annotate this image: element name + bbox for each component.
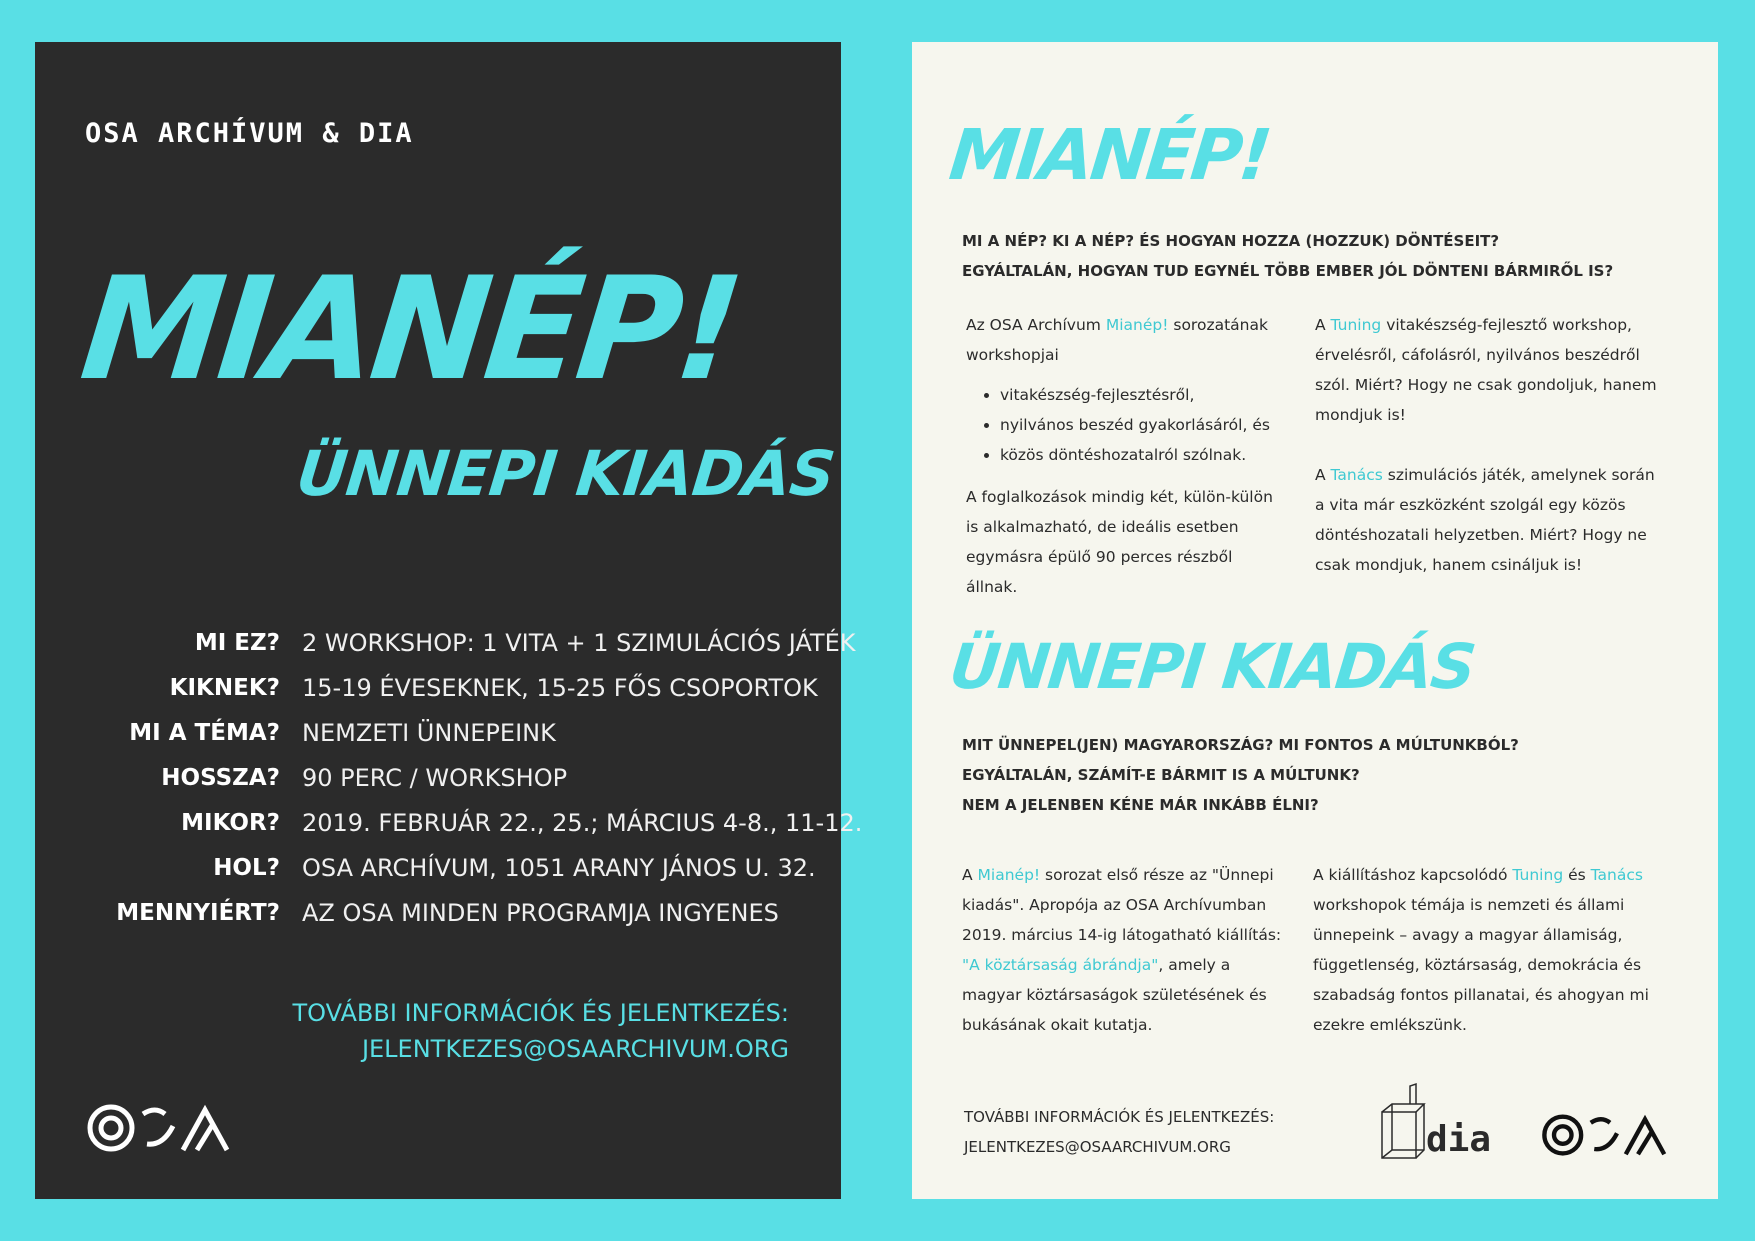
info-key: MENNYIÉRT? xyxy=(116,899,280,926)
info-value: AZ OSA MINDEN PROGRAMJA INGYENES xyxy=(302,898,779,927)
list-item: • nyilvános beszéd gyakorlásáról, és xyxy=(1000,410,1286,440)
paragraph xyxy=(1313,860,1653,1040)
highlight: Tanács xyxy=(1590,866,1643,884)
footer-label: TOVÁBBI INFORMÁCIÓK ÉS JELENTKEZÉS: xyxy=(964,1108,1275,1126)
info-row xyxy=(75,890,862,935)
text: és xyxy=(1563,866,1591,884)
info-row xyxy=(75,800,862,845)
right-panel xyxy=(912,42,1718,1199)
info-value: 2 WORKSHOP: 1 VITA + 1 SZIMULÁCIÓS JÁTÉK xyxy=(302,628,856,657)
section-title: MIANÉP! xyxy=(945,114,1273,196)
text-column xyxy=(966,310,1286,602)
highlight: Tuning xyxy=(1330,316,1382,334)
dia-logo-icon xyxy=(1374,1082,1504,1162)
left-panel xyxy=(35,42,863,1199)
question-block xyxy=(962,730,1519,820)
info-value: OSA ARCHÍVUM, 1051 ARANY JÁNOS U. 32. xyxy=(302,853,816,882)
info-row xyxy=(75,620,862,665)
paragraph: A foglalkozások mindig két, külön-külön is alkalmazható, de ideális esetben egymásra épülő 90 perces részből állnak. xyxy=(966,488,1273,596)
text: vitakészség-fejlesztő workshop, érvelésről, cáfolásról, nyilvános beszédről szól. Miért? Hogy ne csak gondoljuk, hanem mondjuk is! xyxy=(1315,316,1657,424)
poster-title: MIANÉP! xyxy=(74,247,746,412)
text: , amely a magyar köztársaságok születésének és bukásának okait kutatja. xyxy=(962,956,1267,1034)
highlight: Mianép! xyxy=(1105,316,1169,334)
info-key: HOL? xyxy=(213,854,280,881)
info-value: 2019. FEBRUÁR 22., 25.; MÁRCIUS 4-8., 11-12. xyxy=(302,808,863,837)
info-key: MI A TÉMA? xyxy=(129,719,280,746)
paragraph xyxy=(1315,310,1665,430)
info-key: HOSSZA? xyxy=(161,764,280,791)
text: Az OSA Archívum xyxy=(966,316,1106,334)
list-item: • vitakészség-fejlesztésről, xyxy=(1000,380,1286,410)
text: sorozatának workshopjai xyxy=(966,316,1268,364)
question-line: EGYÁLTALÁN, HOGYAN TUD EGYNÉL TÖBB EMBER JÓL DÖNTENI BÁRMIRŐL IS? xyxy=(962,262,1614,280)
info-row xyxy=(75,845,862,890)
osa-logo-icon xyxy=(85,1102,245,1154)
text: sorozat első része az "Ünnepi kiadás". Apropója az OSA Archívumban 2019. március 14-ig látogatható kiállítás: xyxy=(962,866,1282,944)
more-info xyxy=(292,995,789,1067)
question-line: MI A NÉP? KI A NÉP? ÉS HOGYAN HOZZA (HOZZUK) DÖNTÉSEIT? xyxy=(962,232,1500,250)
text: A kiállításhoz kapcsolódó xyxy=(1313,866,1513,884)
text: A xyxy=(1315,316,1331,334)
section-title: ÜNNEPI KIADÁS xyxy=(946,630,1478,703)
list-item: • közös döntéshozatalról szólnak. xyxy=(1000,440,1286,470)
text-column xyxy=(1313,860,1653,1040)
footer-contact xyxy=(964,1102,1274,1162)
paragraph xyxy=(962,860,1287,1040)
text-column xyxy=(1315,310,1665,580)
footer-email-link[interactable]: JELENTKEZES@OSAARCHIVUM.ORG xyxy=(964,1138,1231,1156)
text: szimulációs játék, amelynek során a vita már eszközként szolgál egy közös döntéshozatali helyzetben. Miért? Hogy ne csak mondjuk, hanem csináljuk is! xyxy=(1315,466,1655,574)
info-key: KIKNEK? xyxy=(169,674,280,701)
info-row xyxy=(75,710,862,755)
info-list xyxy=(75,620,862,935)
paragraph xyxy=(966,310,1286,370)
highlight: Tanács xyxy=(1330,466,1383,484)
highlight: Tuning xyxy=(1512,866,1564,884)
osa-logo-icon xyxy=(1540,1112,1680,1158)
highlight: "A köztársaság ábrándja" xyxy=(962,956,1159,974)
paragraph xyxy=(1315,460,1665,580)
contact-email-link[interactable]: JELENTKEZES@OSAARCHIVUM.ORG xyxy=(361,1035,789,1063)
info-key: MI EZ? xyxy=(194,629,280,656)
info-row xyxy=(75,665,862,710)
text: A xyxy=(962,866,978,884)
poster-subtitle: ÜNNEPI KIADÁS xyxy=(293,437,838,510)
question-line: MIT ÜNNEPEL(JEN) MAGYARORSZÁG? MI FONTOS A MÚLTUNKBÓL? xyxy=(962,736,1519,754)
question-line: NEM A JELENBEN KÉNE MÁR INKÁBB ÉLNI? xyxy=(962,796,1319,814)
text: workshopok témája is nemzeti és állami ünnepeink – avagy a magyar államiság, függetlenség, köztársaság, demokrácia és szabadság fontos pillanatai, és ahogyan mi ezekre emlékszünk. xyxy=(1313,896,1649,1034)
text-column xyxy=(962,860,1287,1040)
info-row xyxy=(75,755,862,800)
question-line: EGYÁLTALÁN, SZÁMÍT-E BÁRMIT IS A MÚLTUNK? xyxy=(962,766,1360,784)
info-value: NEMZETI ÜNNEPEINK xyxy=(302,718,556,747)
more-info-label: TOVÁBBI INFORMÁCIÓK ÉS JELENTKEZÉS: xyxy=(292,999,789,1027)
topic-list xyxy=(966,380,1286,470)
info-value: 15-19 ÉVESEKNEK, 15-25 FŐS CSOPORTOK xyxy=(302,673,818,702)
info-key: MIKOR? xyxy=(181,809,280,836)
question-block xyxy=(962,226,1613,286)
dia-logo-text: dia xyxy=(1426,1119,1492,1160)
highlight: Mianép! xyxy=(977,866,1041,884)
info-value: 90 PERC / WORKSHOP xyxy=(302,763,568,792)
text: A xyxy=(1315,466,1331,484)
organizer-label: OSA ARCHÍVUM & DIA xyxy=(85,118,414,149)
